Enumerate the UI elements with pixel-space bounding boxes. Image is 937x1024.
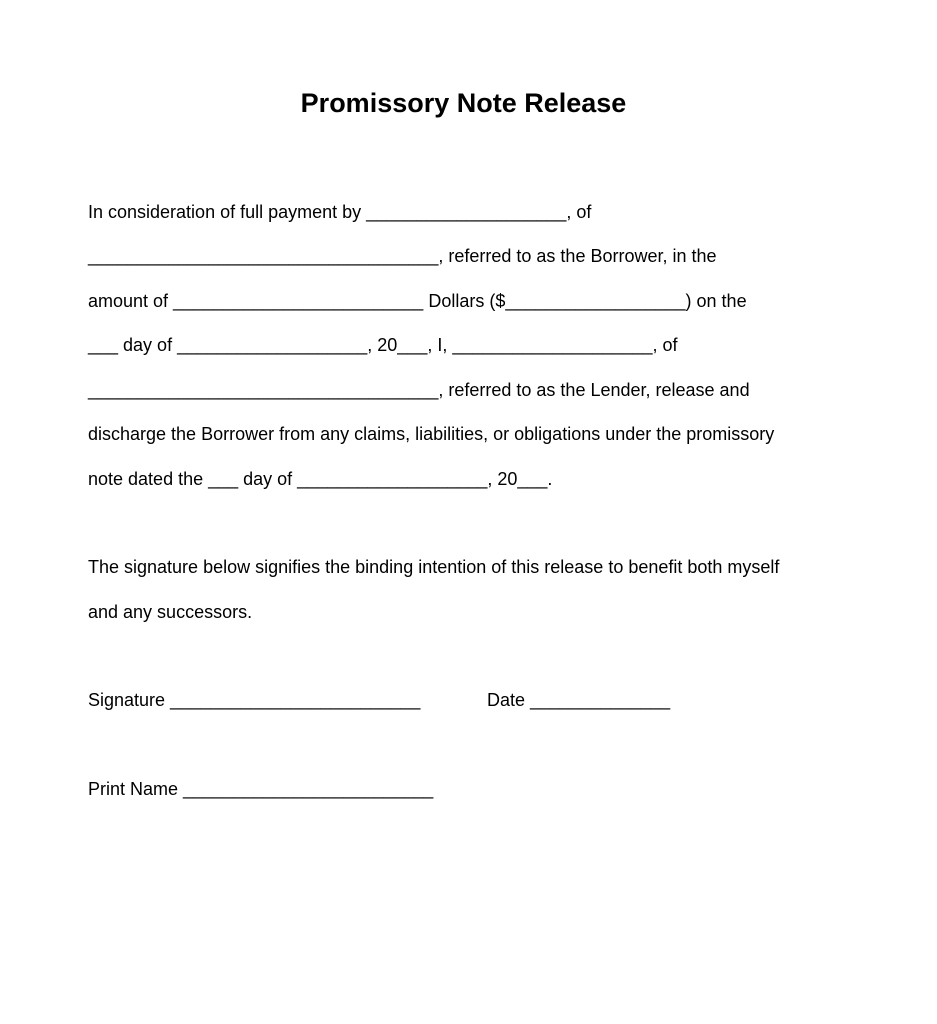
paragraph-line: ___________________________________, referred to as the Borrower, in the xyxy=(88,246,717,266)
print-name-field[interactable]: Print Name _________________________ xyxy=(88,779,434,799)
date-field[interactable]: Date ______________ xyxy=(487,690,671,710)
paragraph-line: and any successors. xyxy=(88,602,253,622)
paragraph-line: In consideration of full payment by ____________________, of xyxy=(88,202,592,222)
signature-field[interactable]: Signature _________________________ xyxy=(88,690,421,710)
paragraph-line: note dated the ___ day of ___________________, 20___. xyxy=(88,469,553,489)
paragraph-line: amount of _________________________ Dollars ($__________________) on the xyxy=(88,291,747,311)
paragraph-line: discharge the Borrower from any claims, liabilities, or obligations under the promissory xyxy=(88,424,775,444)
paragraph-line: The signature below signifies the binding intention of this release to benefit both myself xyxy=(88,557,780,577)
document-title: Promissory Note Release xyxy=(300,88,627,118)
paragraph-line: ___ day of ___________________, 20___, I, ____________________, of xyxy=(88,335,678,355)
paragraph-line: ___________________________________, referred to as the Lender, release and xyxy=(88,380,750,400)
